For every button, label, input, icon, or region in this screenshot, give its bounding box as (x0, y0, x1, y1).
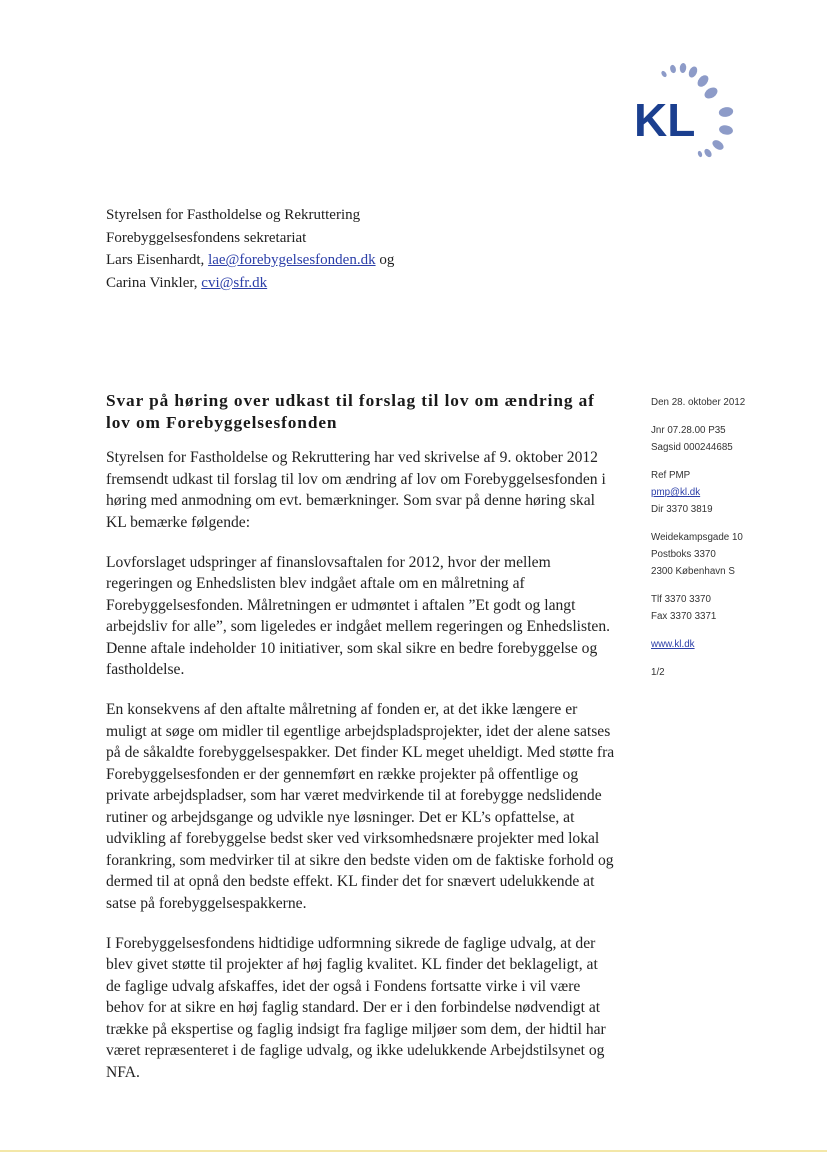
recipient-name-2: Carina Vinkler, (106, 274, 202, 291)
page-number: 1/2 (651, 667, 665, 678)
letter-body (106, 447, 616, 1102)
paragraph-4: I Forebyggelsesfondens hidtidige udformning sikrede de faglige udvalg, at der blev givet støtte til projekter af høj faglig kvalitet. KL finder det beklageligt, at de faglige udvalg afskaffes, idet der også i Fondens fortsatte virke i vil være behov for at sikre en høj faglig standard. Der er i den forbindelse nødvendigt at trække på ekspertise og faglig indsigt fra faglige miljøer som dem, der hidtil har været repræsenteret i de faglige udvalg, og ikke udelukkende Arbejdstilsynet og NFA. (106, 934, 606, 1081)
recipient-line-4 (106, 272, 394, 295)
paragraph-2: Lovforslaget udspringer af finanslovsaftalen for 2012, hvor der mellem regeringen og Enhedslisten blev indgået aftale om en målretning af Forebyggelsesfonden. Målretningen er udmøntet i aftalen ”Et godt og langt arbejdsliv for alle”, som ligeledes er indgået mellem regeringen og Enhedslisten. Denne aftale indeholder 10 initiativer, som skal sikre en bedre forebyggelse og fastholdelse. (106, 553, 611, 678)
meta-sagsid: Sagsid 000244685 (651, 442, 733, 453)
recipient-block (106, 204, 394, 294)
meta-date: Den 28. oktober 2012 (651, 397, 746, 408)
recipient-line-1: Styrelsen for Fastholdelse og Rekruttering (106, 207, 361, 223)
meta-street: Weidekampsgade 10 (651, 532, 743, 543)
paragraph-1: Styrelsen for Fastholdelse og Rekruttering har ved skrivelse af 9. oktober 2012 fremsendt udkast til forslag til lov om ændring af lov om Forebyggelsesfonden i høring med anmodning om evt. bemærkninger. Som svar på denne høring skal KL bemærke følgende: (106, 449, 606, 531)
kl-logo-icon (628, 60, 738, 160)
meta-tlf: Tlf 3370 3370 (651, 594, 711, 605)
recipient-conjunction: og (375, 252, 395, 269)
email-link-lars[interactable]: lae@forebygelsesfonden.dk (208, 252, 376, 269)
kl-logo (628, 60, 738, 160)
letter-title: Svar på høring over udkast til forslag til lov om ændring af lov om Forebyggelsesfonden (106, 391, 595, 432)
meta-ref: Ref PMP (651, 470, 691, 481)
recipient-line-3 (106, 249, 394, 272)
meta-fax: Fax 3370 3371 (651, 611, 717, 622)
kl-logo-text: KL (634, 94, 696, 146)
meta-web-link[interactable]: www.kl.dk (651, 639, 695, 650)
meta-postbox: Postboks 3370 (651, 549, 716, 560)
meta-jnr: Jnr 07.28.00 P35 (651, 425, 726, 436)
letter-meta (651, 394, 745, 681)
meta-email-link[interactable]: pmp@kl.dk (651, 487, 701, 498)
scan-edge (0, 1150, 827, 1152)
meta-dir: Dir 3370 3819 (651, 504, 713, 515)
meta-city: 2300 København S (651, 566, 735, 577)
email-link-carina[interactable]: cvi@sfr.dk (201, 274, 268, 291)
paragraph-3: En konsekvens af den aftalte målretning af fonden er, at det ikke længere er muligt at søge om midler til egentlige arbejdspladsprojekter, idet der alene satses på de såkaldte forebyggelsespakker. Det finder KL meget uheldigt. Med støtte fra Forebyggelsesfonden er der gennemført en række projekter på offentlige og private arbejdspladser, som har været medvirkende til at forebygge nedslidende rutiner og arbejdsgange og udvikle nye løsninger. Det er KL’s opfattelse, at udvikling af forebyggelse bedst sker ved virksomhedsnære projekter med lokal forankring, som medvirker til at sikre den bedste viden om de faktiske forhold og dermed til at opnå den bedste effekt. KL finder det for snævert udelukkende at satse på forebyggelsespakkerne. (106, 701, 615, 912)
recipient-name-1: Lars Eisenhardt, (106, 252, 209, 269)
recipient-line-2: Forebyggelsesfondens sekretariat (106, 229, 307, 246)
